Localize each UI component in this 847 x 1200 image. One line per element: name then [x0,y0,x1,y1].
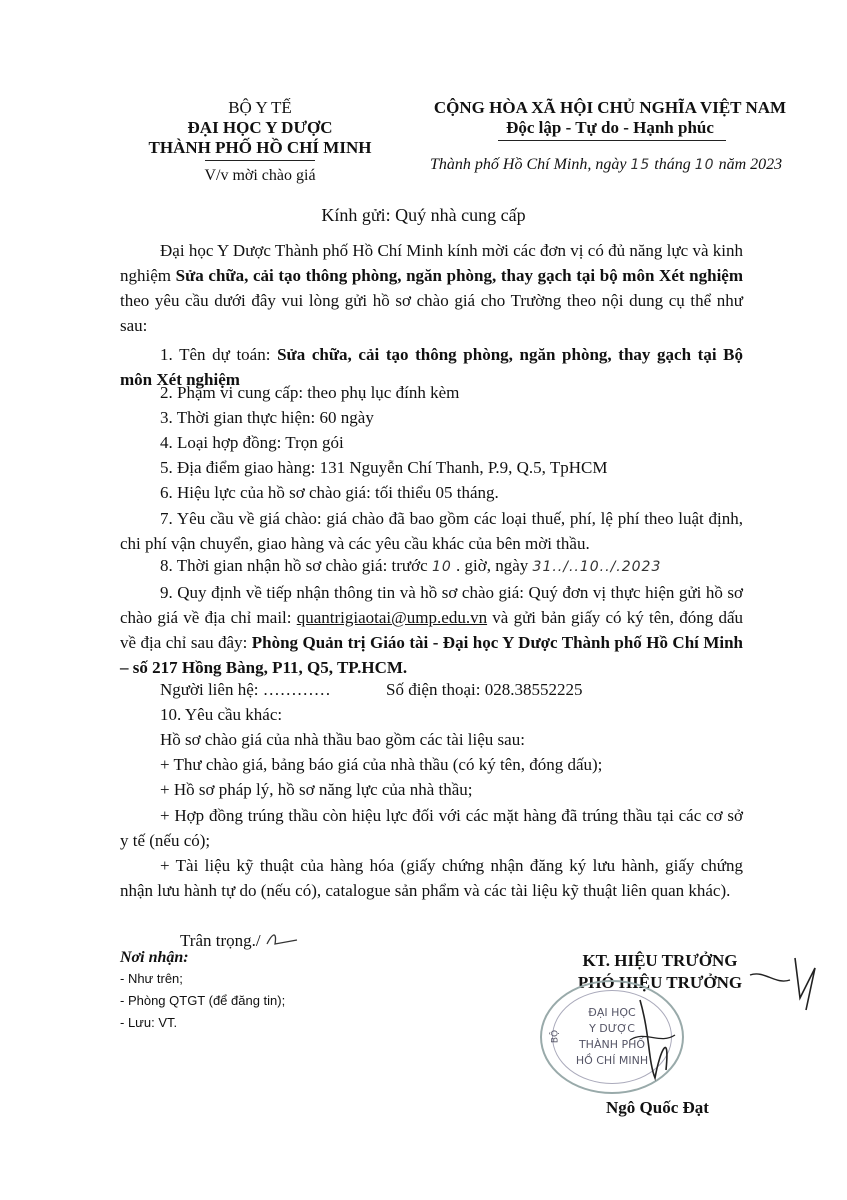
header-right [420,98,800,138]
initial-scribble [265,930,299,948]
item-2: 2. Phạm vi cung cấp: theo phụ lục đính kèm [160,383,460,402]
signature-scribble [600,950,830,1100]
recipient-3: - Lưu: VT. [120,1015,178,1030]
item-3: 3. Thời gian thực hiện: 60 ngày [160,408,374,427]
university-name-line1: ĐẠI HỌC Y DƯỢC [187,118,333,137]
contact-person: Người liên hệ: ………… [160,680,331,699]
intro-before: Đại học Y Dược Thành phố Hồ Chí Minh kính mời các đơn vị có đủ năng lực và kinh nghiệm [120,241,743,285]
signature-line2: PHÓ HIỆU TRƯỞNG [577,973,743,992]
item-7: 7. Yêu cầu về giá chào: giá chào đã bao gồm các loại thuế, phí, lệ phí theo luật định, chi phí vận chuyển, giao hàng và các yêu cầu khác của bên mời thầu. [120,509,743,553]
date-day: 15 [630,157,651,173]
university-name-line2: THÀNH PHỐ HỒ CHÍ MINH [148,138,372,157]
header-left-divider [205,160,315,161]
item-1-label: 1. Tên dự toán: [160,345,278,364]
item-9 [120,580,743,680]
date-line [430,156,782,174]
stamp-line3: THÀNH PHỐ [578,1038,646,1051]
item-8-prefix: 8. Thời gian nhận hồ sơ chào giá: trước [160,556,432,575]
country-name: CỘNG HÒA XÃ HỘI CHỦ NGHĨA VIỆT NAM [433,98,787,117]
recipients-title: Nơi nhận: [120,949,189,966]
intro-after: theo yêu cầu dưới đây vui lòng gửi hồ sơ chào giá cho Trường theo nội dung cụ thể như sau: [120,291,743,335]
date-prefix: Thành phố Hồ Chí Minh, ngày [430,156,627,173]
salutation: Kính gửi: Quý nhà cung cấp [321,205,526,225]
stamp-line2: Y DƯỢC [589,1022,635,1035]
item-9-address: Phòng Quản trị Giáo tài - Đại học Y Dược Thành phố Hồ Chí Minh – số 217 Hồng Bàng, P11, Q5, TP.HCM. [120,633,743,677]
subject-line: V/v mời chào giá [204,167,316,184]
recipient-2: - Phòng QTGT (để đăng tin); [120,993,286,1008]
item-4: 4. Loại hợp đồng: Trọn gói [160,433,344,452]
item-5: 5. Địa điểm giao hàng: 131 Nguyễn Chí Thanh, P.9, Q.5, TpHCM [160,458,608,477]
year-label: năm 2023 [718,156,783,173]
item-9-after: và gửi bản giấy có ký tên, đóng dấu về địa chỉ sau đây: [120,608,743,652]
document-4: + Tài liệu kỹ thuật của hàng hóa (giấy chứng nhận đăng ký lưu hành, giấy chứng nhận lưu hành tự do (nếu có), catalogue sản phẩm và các tài liệu kỹ thuật liên quan khác). [120,856,743,900]
item-6: 6. Hiệu lực của hồ sơ chào giá: tối thiểu 05 tháng. [160,483,499,502]
document-2: + Hồ sơ pháp lý, hồ sơ năng lực của nhà thầu; [160,780,473,799]
national-motto: Độc lập - Tự do - Hạnh phúc [506,118,714,137]
stamp-line1: ĐẠI HỌC [588,1006,636,1019]
signature-line1: KT. HIỆU TRƯỞNG [582,951,738,970]
intro-bold: Sửa chữa, cải tạo thông phòng, ngăn phòng, thay gạch tại bộ môn Xét nghiệm [175,266,743,285]
header-left [130,98,390,158]
item-8-date: 31../..10../.2023 [532,559,662,575]
item-8 [160,556,661,576]
month-label: tháng [654,156,691,173]
documents-intro: Hồ sơ chào giá của nhà thầu bao gồm các tài liệu sau: [160,730,525,749]
item-9-text: 9. Quy định về tiếp nhận thông tin và hồ sơ chào giá: Quý đơn vị thực hiện gửi hồ sơ chào giá về địa chỉ mail: [120,583,743,627]
ministry-name: BỘ Y TẾ [228,98,292,117]
item-8-mid: . giờ, ngày [451,556,533,575]
contact-phone: Số điện thoại: 028.38552225 [386,680,583,699]
document-3: + Hợp đồng trúng thầu còn hiệu lực đối với các mặt hàng đã trúng thầu tại các cơ sở y tế (nếu có); [120,806,743,850]
item-1-title: Sửa chữa, cải tạo thông phòng, ngăn phòng, thay gạch tại Bộ môn Xét nghiệm [120,345,744,389]
stamp-side-text: BỘ [550,1029,561,1044]
item-8-hour: 10 [431,559,452,575]
motto-underline [498,140,726,141]
recipient-1: - Như trên; [120,971,183,986]
item-9-email-link[interactable]: quantrigiaotai@ump.edu.vn [296,608,488,627]
recipients [120,948,285,1034]
date-month: 10 [694,157,715,173]
item-10: 10. Yêu cầu khác: [160,705,283,724]
stamp-line4: HỒ CHÍ MINH [575,1054,649,1067]
signer-name: Ngô Quốc Đạt [606,1098,709,1117]
intro-paragraph [120,238,743,338]
document-1: + Thư chào giá, bảng báo giá của nhà thầu (có ký tên, đóng dấu); [160,755,603,774]
closing-text: Trân trọng./ [180,931,261,950]
